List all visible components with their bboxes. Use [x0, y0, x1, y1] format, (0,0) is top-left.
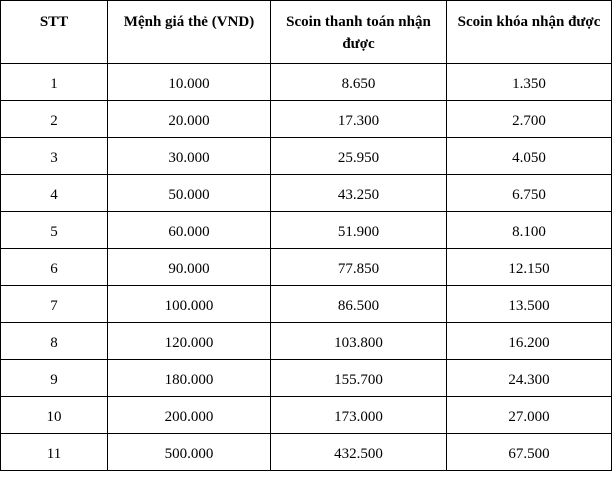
cell-card-value: 50.000	[108, 175, 271, 212]
cell-stt: 6	[1, 249, 108, 286]
header-payment-scoin: Scoin thanh toán nhận được	[271, 1, 447, 64]
table-row	[1, 138, 612, 175]
cell-locked-scoin: 1.350	[447, 64, 612, 101]
cell-payment-scoin: 17.300	[271, 101, 447, 138]
cell-payment-scoin: 432.500	[271, 434, 447, 471]
cell-locked-scoin: 16.200	[447, 323, 612, 360]
cell-payment-scoin: 103.800	[271, 323, 447, 360]
cell-stt: 1	[1, 64, 108, 101]
table-row	[1, 101, 612, 138]
cell-stt: 5	[1, 212, 108, 249]
table-row	[1, 249, 612, 286]
cell-locked-scoin: 2.700	[447, 101, 612, 138]
cell-card-value: 100.000	[108, 286, 271, 323]
cell-card-value: 180.000	[108, 360, 271, 397]
table-row	[1, 175, 612, 212]
cell-card-value: 120.000	[108, 323, 271, 360]
table-row	[1, 323, 612, 360]
cell-payment-scoin: 155.700	[271, 360, 447, 397]
cell-stt: 7	[1, 286, 108, 323]
cell-card-value: 60.000	[108, 212, 271, 249]
cell-locked-scoin: 6.750	[447, 175, 612, 212]
cell-stt: 10	[1, 397, 108, 434]
cell-payment-scoin: 43.250	[271, 175, 447, 212]
table-row	[1, 360, 612, 397]
header-stt: STT	[1, 1, 108, 64]
cell-card-value: 200.000	[108, 397, 271, 434]
table-row	[1, 212, 612, 249]
cell-card-value: 30.000	[108, 138, 271, 175]
header-locked-scoin: Scoin khóa nhận được	[447, 1, 612, 64]
table-header-row	[1, 1, 612, 64]
cell-payment-scoin: 8.650	[271, 64, 447, 101]
cell-stt: 4	[1, 175, 108, 212]
cell-locked-scoin: 24.300	[447, 360, 612, 397]
cell-stt: 9	[1, 360, 108, 397]
table-row	[1, 397, 612, 434]
cell-locked-scoin: 12.150	[447, 249, 612, 286]
cell-locked-scoin: 27.000	[447, 397, 612, 434]
cell-stt: 3	[1, 138, 108, 175]
cell-locked-scoin: 8.100	[447, 212, 612, 249]
cell-locked-scoin: 13.500	[447, 286, 612, 323]
cell-payment-scoin: 25.950	[271, 138, 447, 175]
cell-card-value: 500.000	[108, 434, 271, 471]
cell-card-value: 90.000	[108, 249, 271, 286]
cell-stt: 2	[1, 101, 108, 138]
table-row	[1, 64, 612, 101]
cell-payment-scoin: 173.000	[271, 397, 447, 434]
cell-card-value: 20.000	[108, 101, 271, 138]
cell-stt: 11	[1, 434, 108, 471]
cell-payment-scoin: 77.850	[271, 249, 447, 286]
cell-payment-scoin: 86.500	[271, 286, 447, 323]
cell-stt: 8	[1, 323, 108, 360]
header-card-value: Mệnh giá thẻ (VND)	[108, 1, 271, 64]
cell-payment-scoin: 51.900	[271, 212, 447, 249]
cell-locked-scoin: 4.050	[447, 138, 612, 175]
table-row	[1, 286, 612, 323]
table-row	[1, 434, 612, 471]
cell-card-value: 10.000	[108, 64, 271, 101]
cell-locked-scoin: 67.500	[447, 434, 612, 471]
